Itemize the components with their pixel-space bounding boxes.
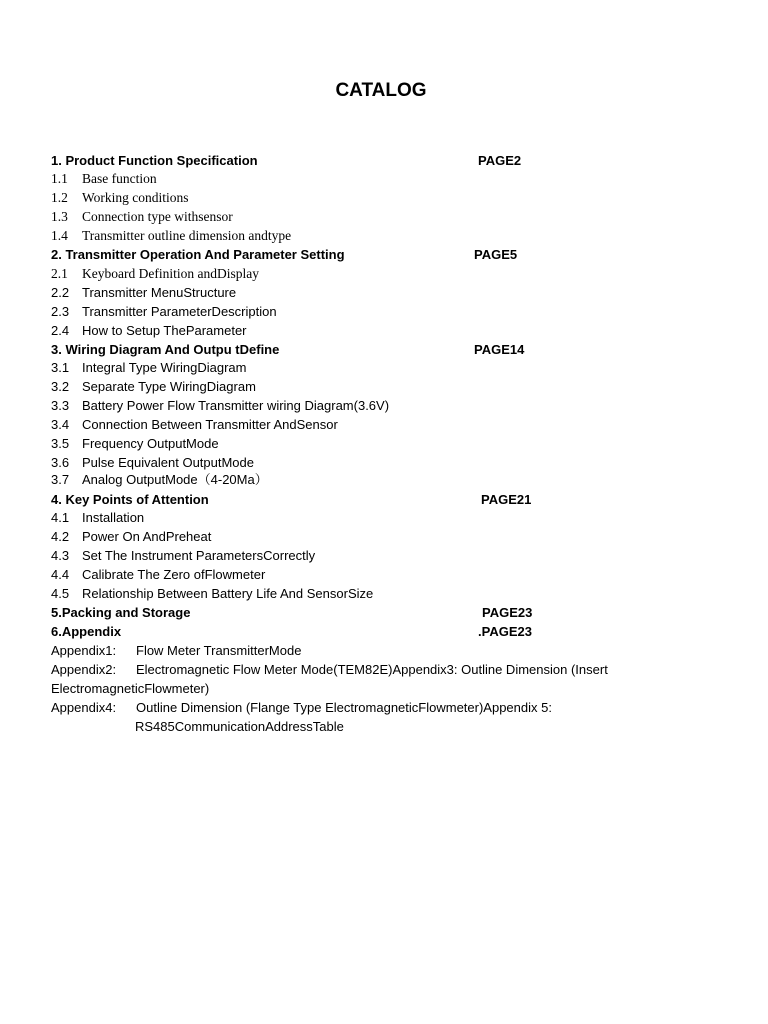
section-6-page: .PAGE23 [478,624,532,639]
appendix-text: Electromagnetic Flow Meter Mode(TEM82E)Appendix3: Outline Dimension (Insert [136,662,608,677]
toc-item-text: Base function [82,171,157,186]
section-5-page: PAGE23 [482,605,533,620]
toc-item-number: 1.2 [51,190,68,205]
toc-item-text: Battery Power Flow Transmitter wiring Diagram(3.6V) [82,398,390,413]
appendix-2 [51,660,608,679]
toc-item-number: 1.1 [51,171,68,186]
toc-item [51,283,236,302]
toc-item [51,396,389,415]
toc-item-number: 3.7 [51,472,70,487]
toc-item-number: 2.3 [51,304,70,319]
toc-item [51,207,233,226]
toc-item-number: 1.3 [51,209,68,224]
toc-item [51,415,338,434]
toc-item-number: 3.1 [51,360,70,375]
toc-item-text: Relationship Between Battery Life And SensorSize [82,586,374,601]
toc-item [51,584,373,603]
section-5-heading: 5.Packing and Storage [51,605,191,620]
toc-item-text: Transmitter MenuStructure [82,285,237,300]
appendix-4-continued: RS485CommunicationAddressTable [135,719,344,734]
toc-item-number: 1.4 [51,228,68,243]
toc-item [51,188,189,207]
toc-item-text: Transmitter ParameterDescription [82,304,277,319]
toc-item-number: 3.3 [51,398,70,413]
toc-item [51,546,315,565]
toc-item [51,169,157,188]
toc-item-text: Analog OutputMode（4-20Ma） [82,472,268,487]
toc-item-number: 4.4 [51,567,70,582]
appendix-label: Appendix4: [51,700,117,715]
toc-item-text: Pulse Equivalent OutputMode [82,455,254,470]
toc-item-text: Connection Between Transmitter AndSensor [82,417,338,432]
section-2-page: PAGE5 [474,247,518,262]
toc-item-number: 3.5 [51,436,70,451]
toc-item-number: 3.4 [51,417,70,432]
appendix-2-continued: ElectromagneticFlowmeter) [51,681,210,696]
toc-item-text: Set The Instrument ParametersCorrectly [82,548,316,563]
toc-item [51,264,259,283]
toc-item [51,527,211,546]
toc-item-text: How to Setup TheParameter [82,323,247,338]
appendix-4 [51,698,552,717]
toc-item [51,302,277,321]
toc-item [51,508,144,527]
appendix-label: Appendix1: [51,643,117,658]
toc-item-number: 3.2 [51,379,70,394]
appendix-1 [51,641,301,660]
toc-item [51,434,219,453]
toc-item-text: Frequency OutputMode [82,436,219,451]
toc-item-text: Separate Type WiringDiagram [82,379,256,394]
section-1-page: PAGE2 [478,153,522,168]
toc-item [51,321,247,340]
toc-item-number: 4.1 [51,510,70,525]
toc-item [51,377,256,396]
toc-item-text: Working conditions [82,190,189,205]
section-4-page: PAGE21 [481,492,532,507]
appendix-label: Appendix2: [51,662,117,677]
catalog-title: CATALOG [335,80,427,101]
section-1-heading: 1. Product Function Specification [51,153,258,168]
toc-item [51,565,265,584]
toc-item-number: 2.1 [51,266,68,281]
toc-item-number: 4.3 [51,548,70,563]
toc-item-text: Installation [82,510,145,525]
toc-item-number: 4.2 [51,529,70,544]
toc-item-number: 2.4 [51,323,70,338]
toc-item-text: Transmitter outline dimension andtype [82,228,292,243]
toc-item-number: 2.2 [51,285,70,300]
toc-item [51,470,268,489]
toc-item [51,226,291,245]
section-3-page: PAGE14 [474,342,525,357]
toc-item-text: Connection type withsensor [82,209,233,224]
section-3-heading: 3. Wiring Diagram And Outpu tDefine [51,342,280,357]
toc-item [51,358,247,377]
toc-item-text: Calibrate The Zero ofFlowmeter [82,567,266,582]
section-6-heading: 6.Appendix [51,624,122,639]
appendix-text: Flow Meter TransmitterMode [136,643,302,658]
toc-item-number: 3.6 [51,455,70,470]
toc-item-text: Power On AndPreheat [82,529,212,544]
section-2-heading: 2. Transmitter Operation And Parameter Setting [51,247,345,262]
toc-item-number: 4.5 [51,586,70,601]
section-4-heading: 4. Key Points of Attention [51,492,209,507]
toc-item-text: Keyboard Definition andDisplay [82,266,259,281]
toc-item-text: Integral Type WiringDiagram [82,360,247,375]
appendix-text: Outline Dimension (Flange Type ElectromagneticFlowmeter)Appendix 5: [136,700,552,715]
